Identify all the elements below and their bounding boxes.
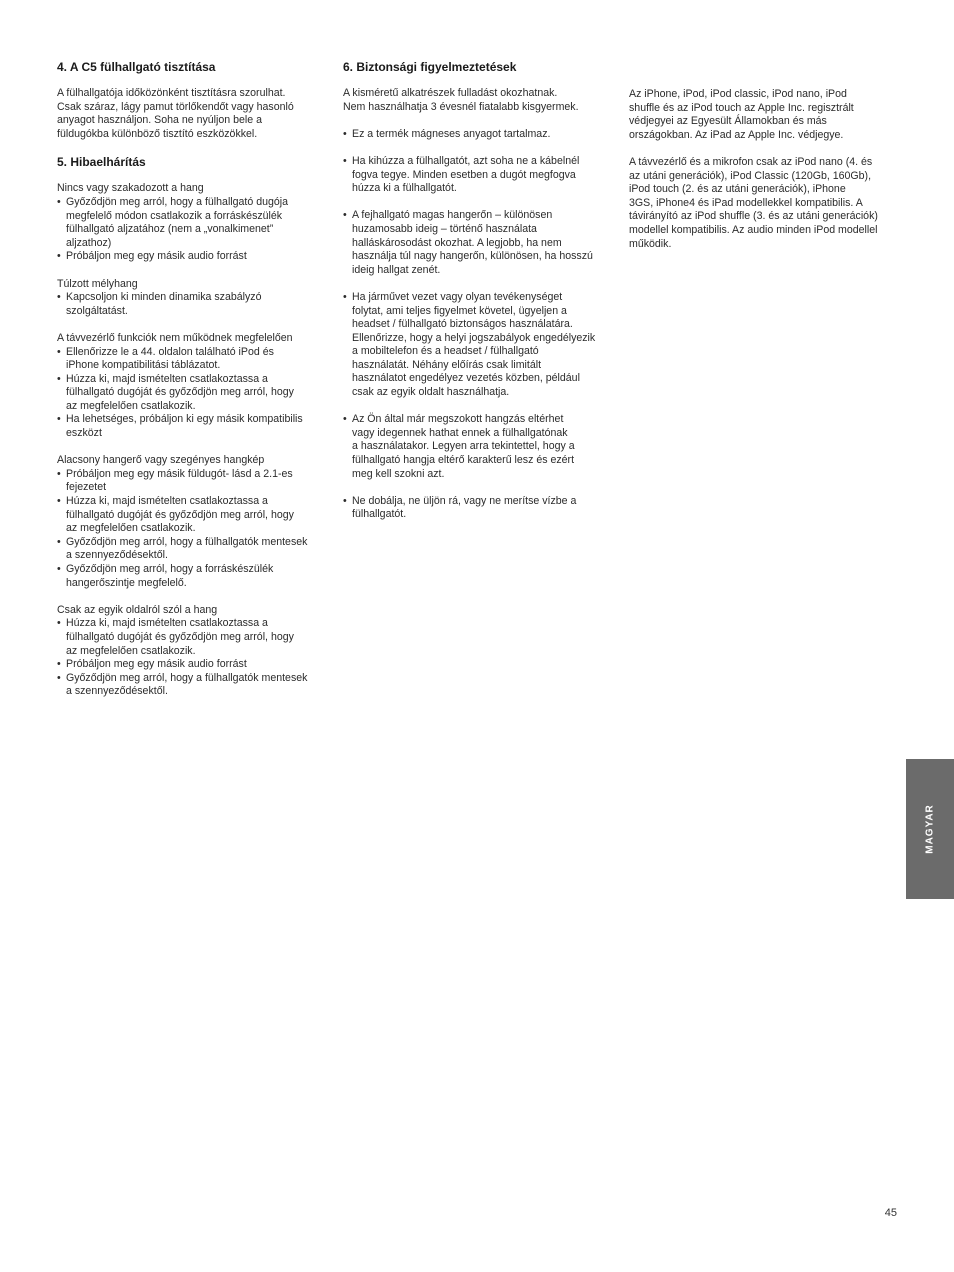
language-tab-label: MAGYAR (924, 804, 936, 854)
list-item: • Az Ön által már megszokott hangzás eltérhet vagy idegennek hathat ennek a fülhallgatónak a használatakor. Legyen arra tekintettel, hogy a fülhallgató hangja eltérő karakterű lesz és ezért meg kell szokni azt. (343, 413, 615, 481)
safety-list (343, 128, 615, 522)
list-item: • Kapcsoljon ki minden dinamika szabályzó szolgáltatást. (57, 291, 332, 318)
column-left (57, 60, 332, 713)
section4-title: 4. A C5 fülhallgató tisztítása (57, 60, 216, 74)
troubleshoot-list (57, 346, 332, 441)
troubleshoot-heading: Csak az egyik oldalról szól a hang (57, 603, 218, 616)
list-item: • Győződjön meg arról, hogy a fülhallgatók mentesek a szennyeződésektől. (57, 536, 332, 563)
section4-text: A fülhallgatója időközönként tisztításra szorulhat. Csak száraz, lágy pamut törlőkendőt vagy hasonló anyagot használjon. Soha ne nyúljon bele a füldugókba különböző tisztító eszközökkel. (57, 87, 294, 140)
troubleshoot-block-4 (57, 454, 332, 590)
list-item: • Húzza ki, majd ismételten csatlakoztassa a fülhallgató dugóját és győződjön meg arról, hogy az megfelelően csatlakozik. (57, 617, 332, 658)
list-item: • Ne dobálja, ne üljön rá, vagy ne merítse vízbe a fülhallgatót. (343, 495, 615, 522)
troubleshoot-block-5 (57, 604, 332, 699)
list-item: • Próbáljon meg egy másik audio forrást (57, 250, 332, 264)
column-right (629, 88, 904, 265)
list-item: • Próbáljon meg egy másik audio forrást (57, 658, 332, 672)
section6-title: 6. Biztonsági figyelmeztetések (343, 60, 517, 74)
list-item: • Ha járművet vezet vagy olyan tevékenységet folytat, ami teljes figyelmet követel, ügyeljen a headset / fülhallgató biztonságos használatára. Ellenőrizze, hogy a helyi jogszabályok engedélyezik a mobiltelefon és a headset / fülhallgató használatát. Néhány előírás csak limitált használatot engedélyez vezetés közben, például csak az egyik oldalt használhatja. (343, 291, 615, 400)
column-middle (343, 60, 615, 536)
language-tab (906, 759, 954, 899)
list-item: • Ha lehetséges, próbáljon ki egy másik kompatibilis eszközt (57, 413, 332, 440)
list-item: • Próbáljon meg egy másik füldugót- lásd a 2.1-es fejezetet (57, 468, 332, 495)
list-item: • Ha kihúzza a fülhallgatót, azt soha ne a kábelnél fogva tegye. Minden esetben a dugót megfogva húzza ki a fülhallgatót. (343, 155, 615, 196)
troubleshoot-list (57, 468, 332, 590)
list-item: • Győződjön meg arról, hogy a forráskészülék hangerőszintje megfelelő. (57, 563, 332, 590)
troubleshoot-block-1 (57, 182, 332, 264)
trademark-paragraph: Az iPhone, iPod, iPod classic, iPod nano, iPod shuffle és az iPod touch az Apple Inc. regisztrált védjegyei az Egyesült Államokban és más országokban. Az iPad az Apple Inc. védjegye. (629, 88, 854, 141)
troubleshoot-heading: A távvezérlő funkciók nem működnek megfelelően (57, 331, 293, 344)
list-item: • Győződjön meg arról, hogy a fülhallgatók mentesek a szennyeződésektől. (57, 672, 332, 699)
list-item: • Húzza ki, majd ismételten csatlakoztassa a fülhallgató dugóját és győződjön meg arról, hogy az megfelelően csatlakozik. (57, 495, 332, 536)
troubleshoot-list (57, 291, 332, 318)
list-item: • Ez a termék mágneses anyagot tartalmaz. (343, 128, 615, 142)
troubleshoot-list (57, 196, 332, 264)
section6-intro: A kisméretű alkatrészek fulladást okozhatnak. Nem használhatja 3 évesnél fiatalabb kisgyermek. (343, 87, 579, 113)
list-item: • Húzza ki, majd ismételten csatlakoztassa a fülhallgató dugóját és győződjön meg arról, hogy az megfelelően csatlakozik. (57, 373, 332, 414)
page-number: 45 (884, 1207, 897, 1219)
compatibility-paragraph: A távvezérlő és a mikrofon csak az iPod nano (4. és az utáni generációk), iPod Classic (120Gb, 160Gb), iPod touch (2. és az utáni generációk), iPhone 3GS, iPhone4 és iPad modellekkel kompatibilis. A távirányító az iPod shuffle (3. és az utáni generációk) modellel kompatibilis. Az audio minden iPod modellel működik. (629, 155, 878, 250)
list-item: • A fejhallgató magas hangerőn – különösen huzamosabb ideig – történő használata halláskárosodást okozhat. A legjobb, ha nem használja túl nagy hangerőn, különösen, ha hosszú ideig hallgat zenét. (343, 209, 615, 277)
troubleshoot-heading: Alacsony hangerő vagy szegényes hangkép (57, 454, 265, 467)
troubleshoot-heading: Túlzott mélyhang (57, 277, 138, 290)
list-item: • Győződjön meg arról, hogy a fülhallgató dugója megfelelő módon csatlakozik a forráskészülék fülhallgató aljzatához (nem a „vonalkimenet” aljzathoz) (57, 196, 332, 250)
section5-title: 5. Hibaelhárítás (57, 155, 146, 170)
troubleshoot-block-3 (57, 332, 332, 441)
troubleshoot-heading: Nincs vagy szakadozott a hang (57, 182, 204, 195)
list-item: • Ellenőrizze le a 44. oldalon található iPod és iPhone kompatibilitási táblázatot. (57, 346, 332, 373)
troubleshoot-block-2 (57, 278, 332, 319)
troubleshoot-list (57, 617, 332, 699)
